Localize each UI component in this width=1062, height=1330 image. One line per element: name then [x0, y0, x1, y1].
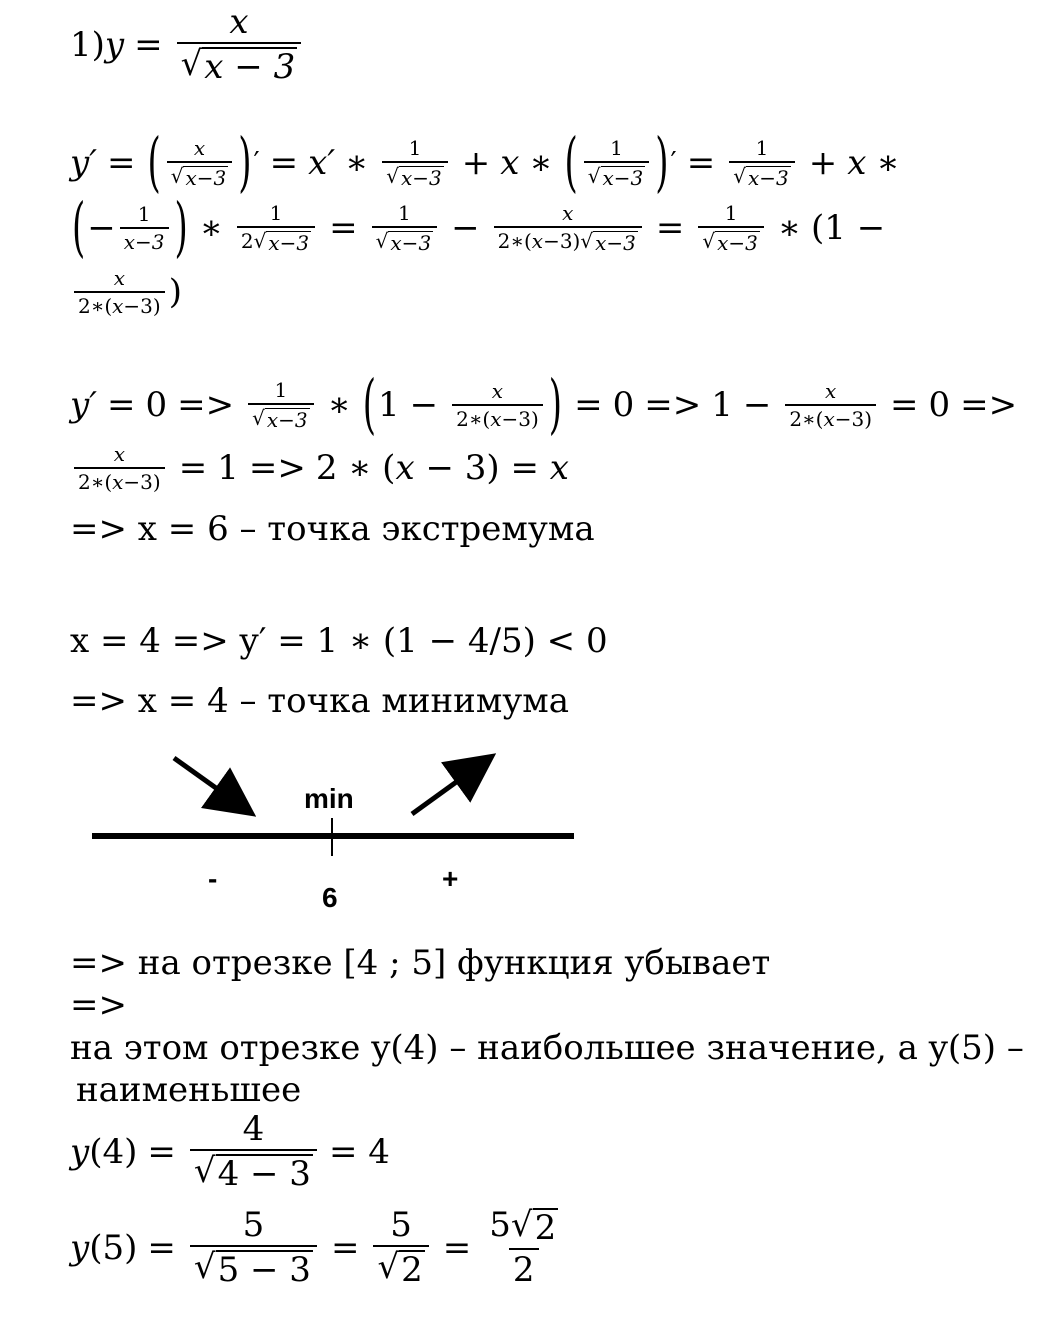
diagram-min-label: min [304, 783, 354, 814]
check-line: x = 4 => y′ = 1 ∗ (1 − 4/5) < 0 [70, 621, 608, 661]
conclusion-values: на этом отрезке y(4) – наибольшее значение, а y(5) – [70, 1028, 1024, 1068]
derivative-line-1: y′ = ( x √ x−3 ) ′ = x′ ∗ 1 √ x−3 + x ∗ ( 1 √ x−3 ) ′ = 1 √ x−3 + x ∗ [70, 125, 900, 201]
diagram-left-sign: - [208, 863, 218, 894]
sign-diagram [0, 740, 1062, 930]
diagram-point-label: 6 [322, 882, 338, 913]
y4-result: = 4 [328, 1131, 390, 1172]
conclusion-arrow: => [70, 985, 127, 1025]
function-definition: 1) y = x √ x − 3 [70, 5, 305, 84]
decreasing-arrow-icon [174, 758, 244, 808]
derivative-line-3: x 2∗(x−3) ) [70, 268, 182, 316]
y4-line: y (4) = 4 √ 4 − 3 = 4 [70, 1109, 390, 1194]
y5-line: y (5) = 5 √ 5 − 3 = 5 √ 2 = 5 √ 2 2 [70, 1208, 566, 1287]
derivative-line-2: ( − $\frac{1}{x-3}$ ) ∗ 1 2 √ x−3 = 1 √ x−3 − x 2∗(x−3) √ x−3 = 1 √ x−3 ∗ (1 − [72, 190, 886, 266]
derivative-zero-line: y′ = 0 => 1 √ x−3 ∗ ( 1 − $\frac{x}{2∗(x-3)}$ ) = 0 => 1 − $\frac{x}{2∗(x-3)}$ = 0 => [70, 367, 1018, 443]
derivative-zero-line-2: $\frac{x}{2∗(x-3)}$ = 1 => 2 ∗ (x − 3) = x [70, 444, 569, 492]
diagram-right-sign: + [442, 863, 459, 894]
task-label: 1) [70, 24, 105, 65]
extremum-line: => x = 6 – точка экстремума [70, 509, 595, 549]
increasing-arrow-icon [412, 762, 484, 814]
y5-result: 5 √ 2 2 [489, 1205, 557, 1290]
conclusion-smallest: наименьшее [76, 1070, 302, 1110]
minimum-line: => x = 4 – точка минимума [70, 681, 569, 721]
conclusion-decreasing: => на отрезке [4 ; 5] функция убывает [70, 943, 771, 983]
